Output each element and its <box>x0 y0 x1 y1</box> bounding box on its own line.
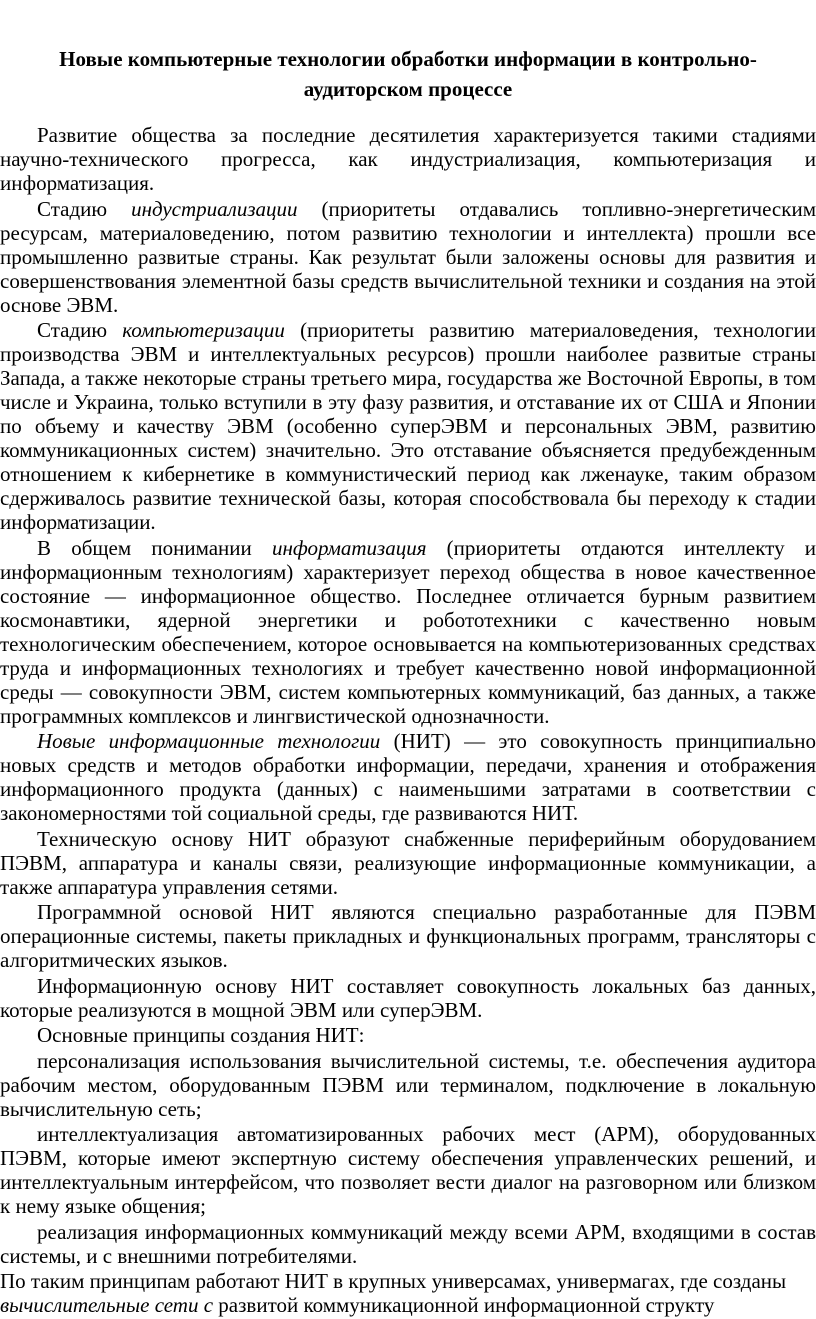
paragraph-13-end: развитой коммуникационной информационной структу <box>213 1293 715 1317</box>
document-title <box>0 44 816 104</box>
term-computer-networks: вычислительные сети с <box>0 1293 214 1317</box>
paragraph-5 <box>0 729 816 825</box>
term-industrialization: индустриализации <box>131 196 298 221</box>
paragraph-1: Развитие общества за последние десятилетия характеризуется такими стадиями научно-технического прогресса, как индустриализация, компьютеризация и информатизация. <box>0 123 816 195</box>
paragraph-3 <box>0 318 816 534</box>
paragraph-3-start: Стадию <box>37 318 123 342</box>
paragraph-4-start: В общем понимании <box>37 535 272 560</box>
paragraph-12: реализация информационных коммуникаций между всеми АРМ, входящими в состав системы, и с внешними потребителями. <box>0 1219 816 1268</box>
paragraph-9: Основные принципы создания НИТ: <box>37 1023 365 1047</box>
paragraph-2 <box>0 197 816 317</box>
paragraph-6: Техническую основу НИТ образуют снабженные периферийным оборудованием ПЭВМ, аппаратура и каналы связи, реализующие информационные коммуникации, а также аппаратура управления сетями. <box>0 826 816 899</box>
term-informatization: информатизация <box>271 535 427 560</box>
title-line-2: аудиторском процессе <box>303 77 513 101</box>
document-body <box>0 123 816 1319</box>
paragraph-7: Программной основой НИТ являются специально разработанные для ПЭВМ операционные системы, пакеты прикладных и функциональных программ, трансляторы с алгоритмических языков. <box>0 900 816 972</box>
paragraph-2-start: Стадию <box>37 196 132 221</box>
paragraph-13 <box>0 1269 816 1317</box>
title-line-1: Новые компьютерные технологии обработки информации в контрольно- <box>59 47 757 71</box>
paragraph-4 <box>0 536 816 728</box>
paragraph-10: персонализация использования вычислительной системы, т.е. обеспечения аудитора рабочим местом, оборудованным ПЭВМ или терминалом, подключение в локальную вычислительную сеть; <box>0 1048 816 1121</box>
term-computerization: компьютеризации <box>122 318 285 342</box>
paragraph-2-end: (приоритеты отдавались топливно-энергетическим ресурсам, материаловедению, потом развитию технологии и интеллекта) прошли все промышленно развитые страны. Как результат были заложены основы для развития и совершенствования элементной базы средств вычислительной техники и создания на этой основе ЭВМ. <box>0 196 816 317</box>
paragraph-11: интеллектуализация автоматизированных рабочих мест (АРМ), оборудованных ПЭВМ, которые имеют экспертную систему обеспечения управленческих решений, и интеллектуальным интерфейсом, что позволяет вести диалог на разговорном или близком к нему языке общения; <box>0 1122 816 1218</box>
paragraph-3-end: (приоритеты развитию материаловедения, технологии производства ЭВМ и интеллектуальных ресурсов) прошли наиболее развитые страны Запада, а также некоторые страны третьего мира, государства же Восточной Европы, в том числе и Украина, только вступили в эту фазу развития, и отставание их от США и Японии по объему и качеству ЭВМ (особенно суперЭВМ и персональных ЭВМ, развитию коммуникационных систем) значительно. Это отставание объясняется предубежденным отношением к кибернетике в коммунистический период как лженауке, таким образом сдерживалось развитие технической базы, которая способствовала бы переходу к стадии информатизации. <box>0 318 816 534</box>
paragraph-4-end: (приоритеты отдаются интеллекту и информационным технологиям) характеризует переход общества в новое качественное состояние — информационное общество. Последнее отличается бурным развитием космонавтики, ядерной энергетики и робототехники с качественно новым технологическим обеспечением, которое основывается на компьютеризованных средствах труда и информационных технологиях и требует качественно новой информационной среды — совокупности ЭВМ, систем компьютерных коммуникаций, баз данных, а также программных комплексов и лингвистической однозначности. <box>0 535 816 728</box>
term-new-information-technologies: Новые информационные технологии <box>37 729 381 753</box>
paragraph-8: Информационную основу НИТ составляет совокупность локальных баз данных, которые реализуются в мощной ЭВМ или суперЭВМ. <box>0 973 816 1022</box>
paragraph-13-line-1: По таким принципам работают НИТ в крупных универсамах, универмагах, где созданы <box>0 1269 787 1293</box>
paragraph-5-end: (НИТ) — это совокупность принципиально новых средств и методов обработки информации, передачи, хранения и отображения информационного продукта (данных) с наименьшими затратами в соответствии с закономерностями той социальной среды, где развиваются НИТ. <box>0 729 816 825</box>
paragraph-13-line-2 <box>0 1293 816 1317</box>
